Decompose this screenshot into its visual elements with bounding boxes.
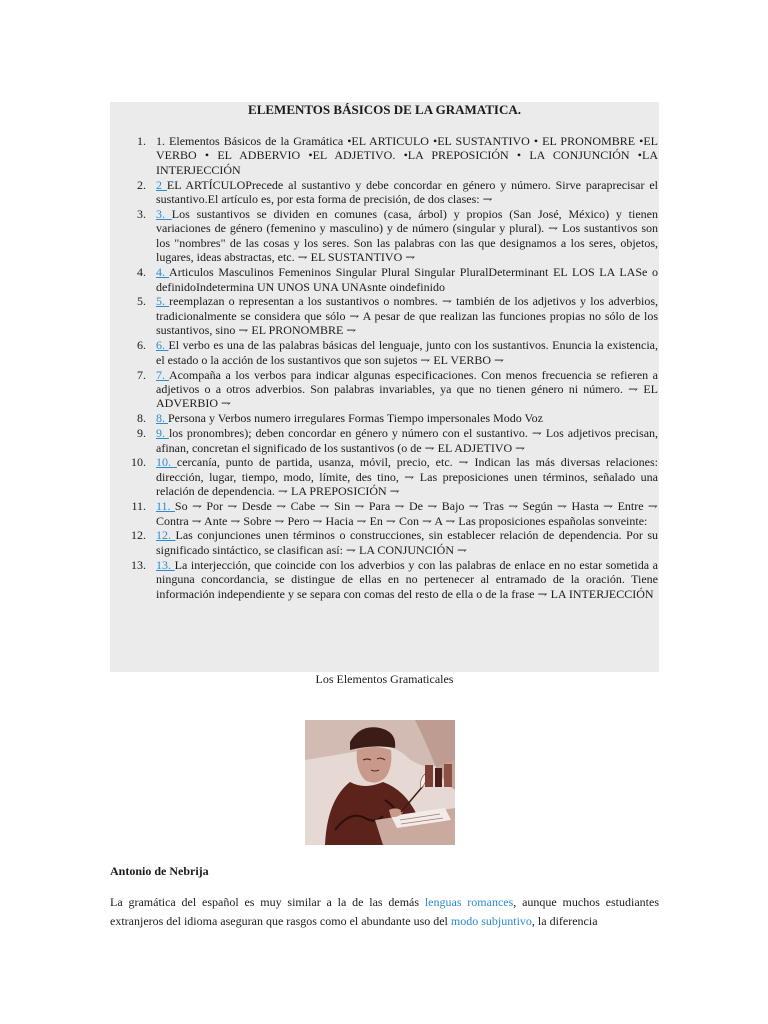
list-item-text: Persona y Verbos numero irregulares Formas Tiempo impersonales Modo Voz: [168, 411, 543, 426]
list-item-body: [156, 265, 658, 294]
list-item: [110, 178, 659, 207]
list-item-text: Los sustantivos se dividen en comunes (casa, árbol) y propios (San José, México) y tienen variaciones de género (femenino y masculino) y de número (singular y plural). ⇁ Los sustantivos son los "nombres" de las cosas y los seres. Son las palabras con las que designamos a los seres, objetos, lugares, ideas abstractas, etc. ⇁ EL SUSTANTIVO ⇁: [156, 207, 659, 265]
list-item-link[interactable]: 4.: [156, 265, 170, 280]
list-item-number: 11.: [131, 499, 146, 514]
list-item: [110, 294, 659, 337]
list-item: [110, 207, 659, 265]
section-heading: Antonio de Nebrija: [110, 864, 209, 878]
paragraph-text: , la diferencia: [531, 914, 598, 928]
list-item: [110, 265, 659, 294]
list-item-body: [156, 178, 658, 207]
list-item: [110, 426, 659, 455]
list-item-link[interactable]: 12.: [156, 528, 176, 543]
list-item-text: Acompaña a los verbos para indicar algunas especificaciones. Con menos frecuencia se refieren a adjetivos o a otros adverbios. Son palabras invariables, ya que no tienen género ni número. ⇁ EL ADVERBIO ⇁: [156, 367, 658, 411]
list-item-link[interactable]: 11.: [156, 499, 175, 514]
link-lenguas-romances[interactable]: lenguas romances: [424, 895, 514, 909]
body-paragraph: [110, 893, 659, 931]
list-item: [110, 411, 659, 425]
list-item: [110, 499, 659, 528]
link-modo-subjuntivo[interactable]: modo subjuntivo: [450, 914, 532, 928]
list-item-body: [156, 499, 658, 528]
list-item-link[interactable]: 3.: [156, 207, 172, 222]
elements-list: [110, 134, 659, 602]
list-item-link[interactable]: 13.: [156, 557, 175, 572]
list-item-body: [156, 338, 658, 367]
list-item-text: 1. Elementos Básicos de la Gramática •EL ARTICULO •EL SUSTANTIVO • EL PRONOMBRE •EL VERBO • EL ADBERVIO •EL ADJETIVO. •LA PREPOSICIÓN • LA CONJUNCIÓN •LA INTERJECCIÓN: [156, 134, 658, 177]
list-item-body: [156, 294, 658, 337]
list-item-body: [156, 426, 658, 455]
list-item-number: 9.: [137, 426, 146, 441]
list-item-link[interactable]: 8.: [156, 411, 168, 426]
list-item-link[interactable]: 7.: [156, 367, 169, 382]
list-item-text: La interjección, que coincide con los adverbios y con las palabras de enlace en no estar sometida a ninguna concordancia, se distingue de ellas en no pertenecer al entramado de la oración. Tiene información independiente y se separa con comas del resto de ella o de la frase ⇁ LA INTERJECCIÓN: [156, 557, 658, 601]
list-item-link[interactable]: 5.: [156, 294, 170, 309]
list-item-text: El verbo es una de las palabras básicas del lenguaje, junto con los sustantivos. Enuncia la existencia, el estado o la acción de los sustantivos que son sujetos ⇁ EL VERBO ⇁: [156, 338, 658, 367]
list-item-text: los pronombres); deben concordar en género y número con el sustantivo. ⇁ Los adjetivos precisan, afinan, concretan el significado de los sustantivos (o de ⇁ EL ADJETIVO ⇁: [156, 426, 659, 455]
list-item-number: 4.: [137, 265, 146, 280]
list-item-body: [156, 134, 658, 177]
list-item-number: 5.: [137, 294, 146, 309]
list-item-body: [156, 368, 658, 411]
list-item-link[interactable]: 2: [156, 177, 167, 192]
list-item-number: 7.: [137, 367, 146, 382]
list-item-number: 1.: [137, 134, 146, 148]
list-item-link[interactable]: 10.: [156, 455, 177, 470]
list-item-body: [156, 528, 658, 557]
list-item-number: 3.: [137, 207, 146, 222]
list-item-body: [156, 455, 658, 498]
list-item-number: 10.: [131, 455, 146, 470]
list-item-text: EL ARTÍCULOPrecede al sustantivo y debe concordar en género y número. Sirve paraprecisar el sustantivo.El artículo es, por esta forma de precisión, de dos clases: ⇁: [156, 177, 659, 207]
list-item: [110, 558, 659, 601]
paragraph-text: La gramática del español es muy similar a la de las demás: [110, 895, 425, 909]
list-item-number: 12.: [131, 528, 146, 543]
image-caption: Los Elementos Gramaticales: [315, 672, 454, 686]
list-item-body: [156, 207, 658, 265]
list-item-number: 2.: [137, 177, 146, 192]
list-item: [110, 338, 659, 367]
portrait-illustration: [305, 720, 455, 845]
list-item-link[interactable]: 6.: [156, 338, 169, 353]
list-item-text: Las conjunciones unen términos o construcciones, sin establecer relación de dependencia. Por su significado sintáctico, se clasifican así: ⇁ LA CONJUNCIÓN ⇁: [156, 528, 658, 557]
list-item-text: cercanía, punto de partida, usanza, móvil, precio, etc. ⇁ Indican las más diversas relaciones: dirección, lugar, tiempo, modo, límite, des tino, ⇁ Las preposiciones unen términos, señalado una relación de dependencia. ⇁ LA PREPOSICIÓN ⇁: [156, 455, 658, 499]
list-item-text: reemplazan o representan a los sustantivos o nombres. ⇁ también de los adjetivos y los adverbios, tradicionalmente se considera que sólo ⇁ A pesar de que realizan las funciones propias no sólo de los sustantivos, sino ⇁ EL PRONOMBRE ⇁: [156, 294, 659, 338]
paragraph-text: , aunque muchos estudiantes extranjeros del idioma aseguran que rasgos como el abundante uso del: [110, 895, 659, 928]
list-item-text: Articulos Masculinos Femeninos Singular Plural Singular PluralDeterminant EL LOS LA LASe o definidoIndetermina UN UNOS UNA UNAsnte oindefinido: [156, 265, 658, 294]
list-item: [110, 528, 659, 557]
nebrija-portrait: [305, 720, 455, 845]
box-title: ELEMENTOS BÁSICOS DE LA GRAMATICA.: [248, 102, 521, 117]
list-item-link[interactable]: 9.: [156, 426, 169, 441]
list-item-body: [156, 411, 658, 425]
list-item-number: 6.: [137, 338, 146, 353]
list-item: [110, 455, 659, 498]
list-item-number: 13.: [131, 557, 146, 572]
list-item-number: 8.: [137, 411, 146, 426]
list-item: [110, 134, 659, 177]
list-item-text: So ⇁ Por ⇁ Desde ⇁ Cabe ⇁ Sin ⇁ Para ⇁ De ⇁ Bajo ⇁ Tras ⇁ Según ⇁ Hasta ⇁ Entre ⇁ Contra ⇁ Ante ⇁ Sobre ⇁ Pero ⇁ Hacia ⇁ En ⇁ Con ⇁ A ⇁ Las proposiciones españolas sonveinte:: [156, 499, 658, 528]
list-item-body: [156, 558, 658, 601]
list-item: [110, 368, 659, 411]
